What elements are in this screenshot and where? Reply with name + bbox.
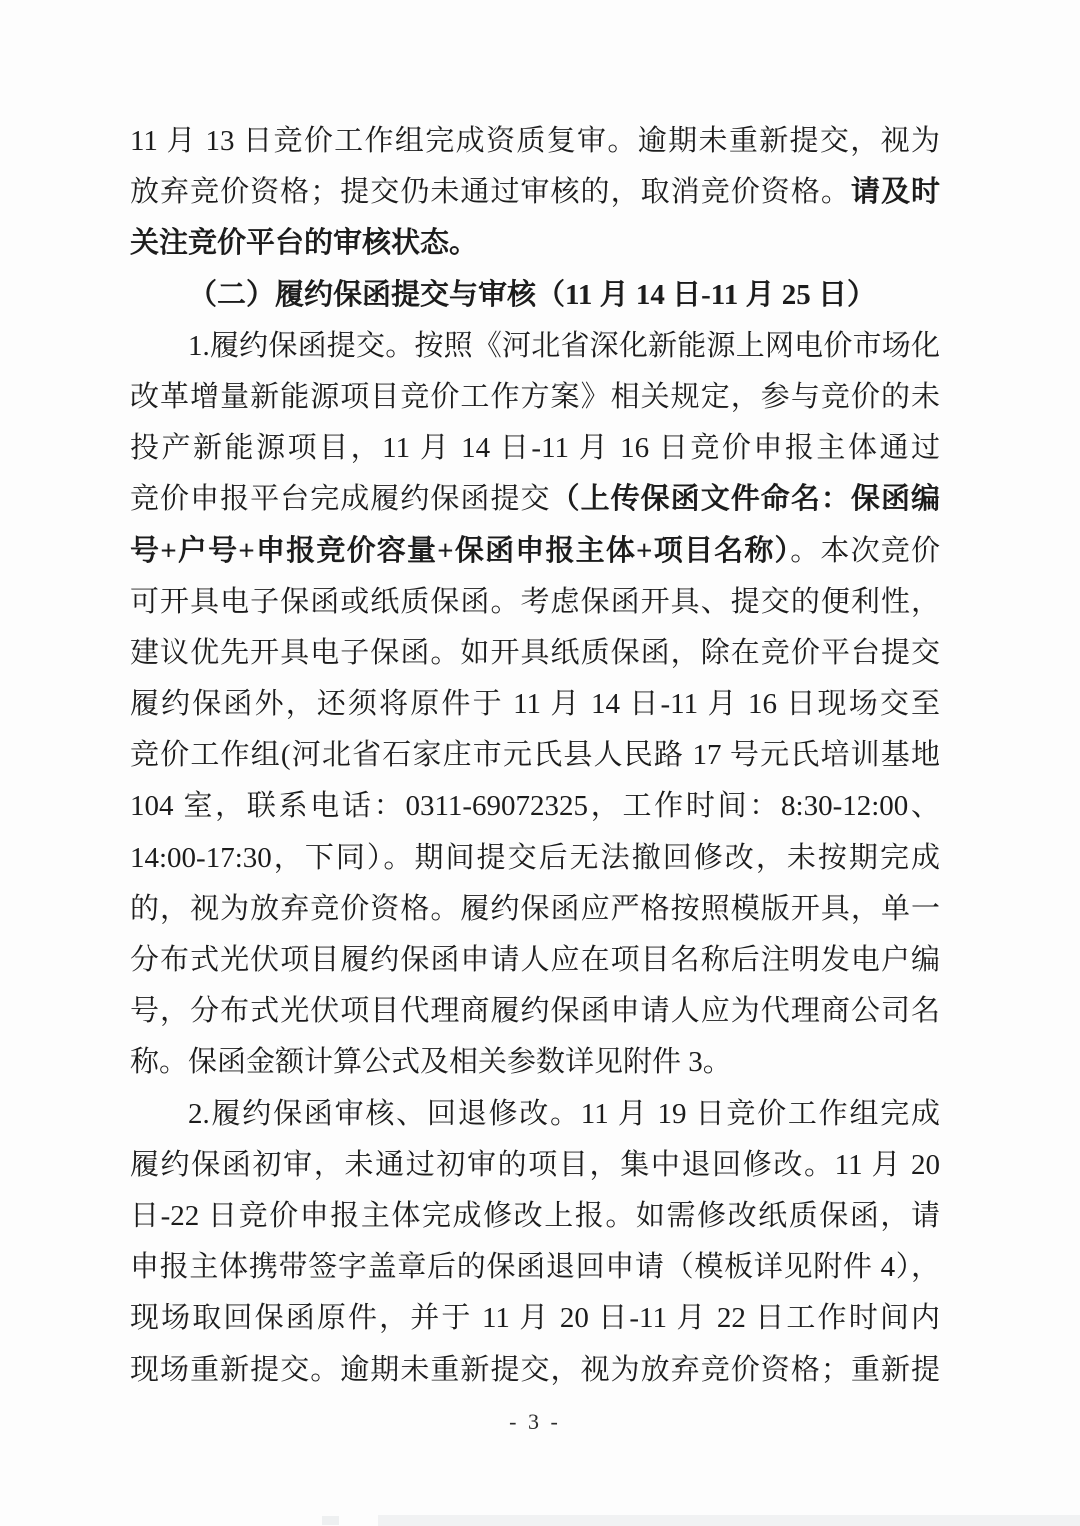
text-run: 称。保函金额计算公式及相关参数详见附件 3。 xyxy=(130,1046,732,1079)
text-line xyxy=(130,679,940,730)
text-line xyxy=(130,628,940,679)
text-line xyxy=(130,577,940,628)
text-line xyxy=(130,1191,940,1242)
text-run: 分布式光伏项目履约保函申请人应在项目名称后注明发电户编 xyxy=(130,944,940,976)
text-line xyxy=(130,423,940,474)
text-line xyxy=(130,1037,940,1088)
text-line xyxy=(130,1089,940,1140)
text-line xyxy=(130,270,940,321)
text-run: 14:00-17:30，下同）。期间提交后无法撤回修改，未按期完成 xyxy=(130,841,940,874)
text-line xyxy=(130,526,940,577)
text-run: 。本次竞价 xyxy=(790,534,940,567)
text-line xyxy=(130,1345,940,1396)
text-run-bold: （二）履约保函提交与审核（11 月 14 日-11 月 25 日） xyxy=(188,278,876,311)
text-run: 现场取回保函原件，并于 11 月 20 日-11 月 22 日工作时间内 xyxy=(130,1302,940,1335)
text-run: 改革增量新能源项目竞价工作方案》相关规定，参与竞价的未 xyxy=(130,380,940,413)
text-line xyxy=(130,321,940,372)
text-line xyxy=(130,986,940,1037)
text-run: 投产新能源项目，11 月 14 日-11 月 16 日竞价申报主体通过 xyxy=(130,432,940,465)
text-line xyxy=(130,935,940,986)
text-run: 申报主体携带签字盖章后的保函退回申请（模板详见附件 4）， xyxy=(130,1251,940,1284)
text-line xyxy=(130,116,940,167)
text-run-bold: 号+户号+申报竞价容量+保函申报主体+项目名称） xyxy=(130,534,791,567)
text-line xyxy=(130,474,940,525)
document-body xyxy=(130,116,940,1396)
text-line xyxy=(130,1242,940,1293)
text-run: 11 月 13 日竞价工作组完成资质复审。逾期未重新提交，视为 xyxy=(130,125,940,157)
text-run: 号，分布式光伏项目代理商履约保函申请人应为代理商公司名 xyxy=(130,995,940,1028)
text-line xyxy=(130,884,940,935)
text-line xyxy=(130,781,940,832)
text-run: 履约保函初审，未通过初审的项目，集中退回修改。11 月 20 xyxy=(130,1148,940,1181)
text-run-bold: 请及时 xyxy=(850,176,940,209)
text-run: 104 室，联系电话：0311-69072325，工作时间：8:30-12:00、 xyxy=(130,790,940,823)
text-run: 可开具电子保函或纸质保函。考虑保函开具、提交的便利性， xyxy=(130,585,940,618)
text-run-bold: （上传保函文件命名：保函编 xyxy=(550,483,940,516)
text-run: 竞价工作组(河北省石家庄市元氏县人民路 17 号元氏培训基地 xyxy=(130,739,940,772)
text-line xyxy=(130,167,940,218)
text-run: 2.履约保函审核、回退修改。11 月 19 日竞价工作组完成 xyxy=(188,1097,940,1130)
text-run: 的，视为放弃竞价资格。履约保函应严格按照模版开具，单一 xyxy=(130,892,940,925)
text-line xyxy=(130,833,940,884)
text-run: 放弃竞价资格；提交仍未通过审核的，取消竞价资格。 xyxy=(130,176,851,209)
text-line xyxy=(130,1140,940,1191)
text-line xyxy=(130,730,940,781)
scan-artifact-band xyxy=(378,1515,1080,1526)
page-number: - 3 - xyxy=(509,1409,561,1434)
text-run: 履约保函外，还须将原件于 11 月 14 日-11 月 16 日现场交至 xyxy=(130,688,940,721)
text-line xyxy=(130,218,940,269)
text-run: 竞价申报平台完成履约保函提交 xyxy=(130,483,551,516)
text-run: 1.履约保函提交。按照《河北省深化新能源上网电价市场化 xyxy=(188,329,940,362)
text-run: 日-22 日竞价申报主体完成修改上报。如需修改纸质保函，请 xyxy=(130,1199,940,1232)
text-run-bold: 关注竞价平台的审核状态。 xyxy=(130,227,479,260)
text-line xyxy=(130,1293,940,1344)
text-line xyxy=(130,372,940,423)
text-run: 现场重新提交。逾期未重新提交，视为放弃竞价资格；重新提 xyxy=(130,1353,940,1386)
text-run: 建议优先开具电子保函。如开具纸质保函，除在竞价平台提交 xyxy=(130,636,940,669)
scan-artifact-speck xyxy=(322,1516,339,1525)
